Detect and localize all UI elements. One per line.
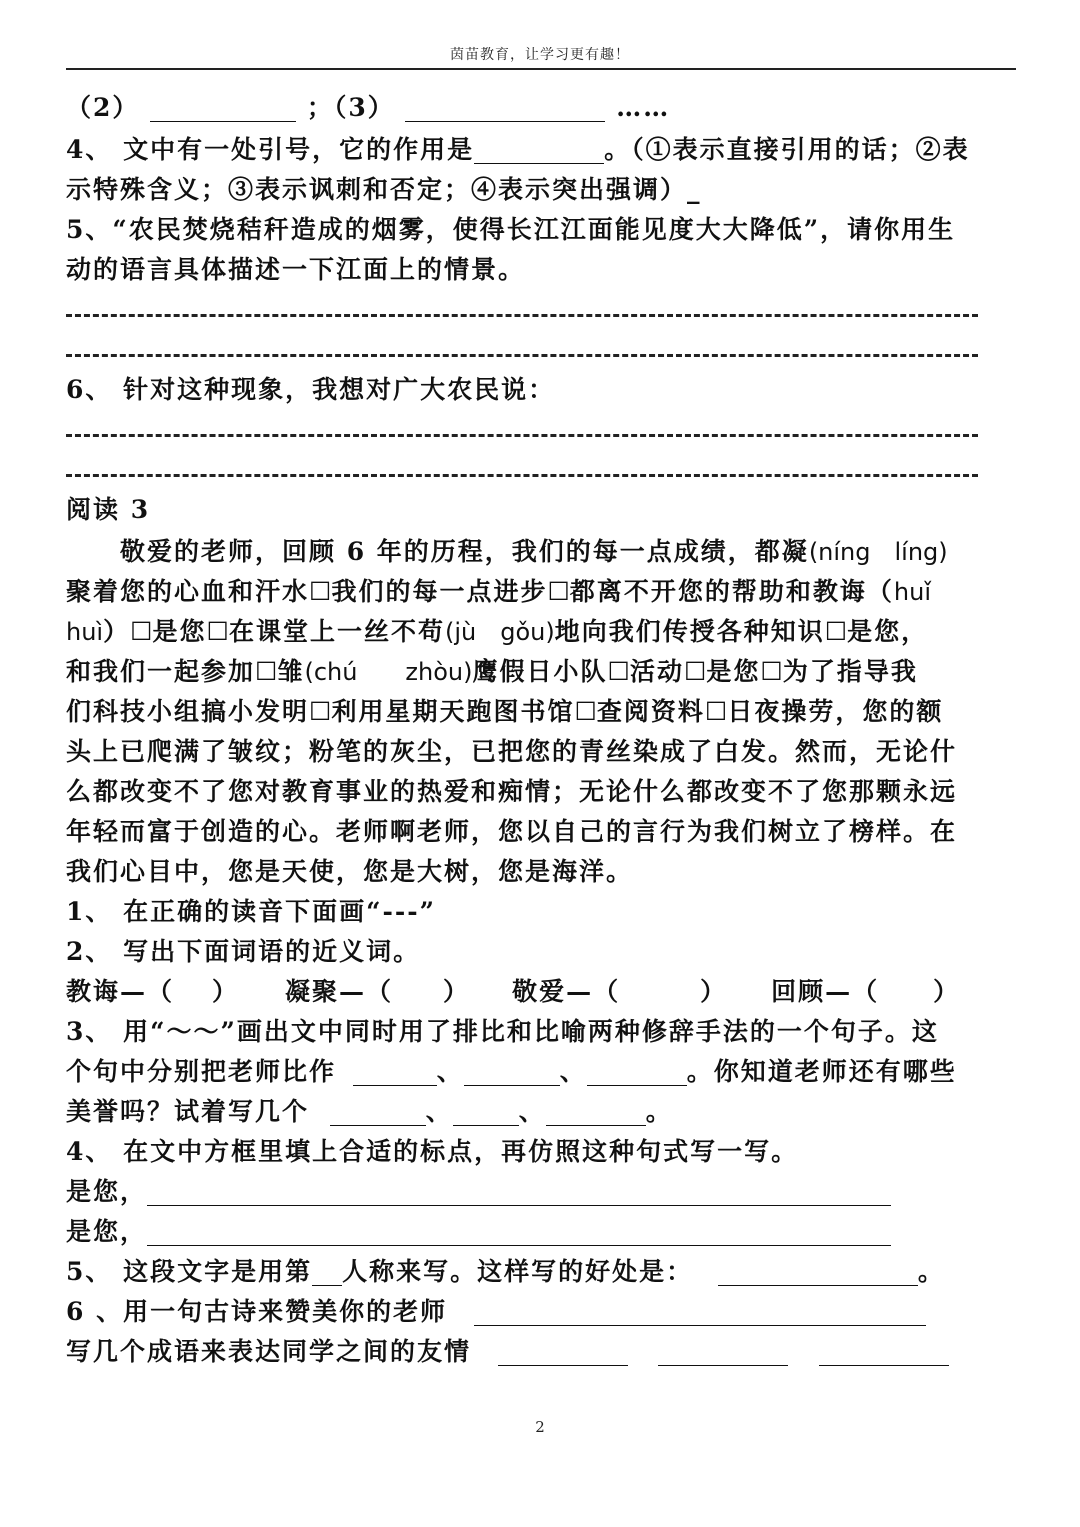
r3-question-2: 2、 写出下面词语的近义词。 bbox=[66, 937, 421, 966]
q4-blank[interactable] bbox=[474, 137, 604, 164]
punctuation-box[interactable]: ☐ bbox=[704, 697, 728, 726]
answer-line-q5-2[interactable] bbox=[66, 354, 978, 357]
passage-text: 是您 bbox=[706, 657, 761, 686]
paren-close: ） bbox=[443, 977, 471, 1006]
idiom-blank-2[interactable] bbox=[658, 1339, 788, 1366]
header-rule bbox=[66, 68, 1016, 70]
passage-text: ） bbox=[103, 617, 131, 646]
q4-answer-mark: _ bbox=[687, 175, 702, 204]
paren-close: ） bbox=[212, 977, 240, 1006]
imitation-blank-1[interactable] bbox=[147, 1179, 891, 1206]
punctuation-box[interactable]: ☐ bbox=[309, 577, 332, 606]
ellipsis: …… bbox=[616, 93, 671, 122]
pinyin-hui4: huì bbox=[66, 618, 104, 646]
passage-line-5 bbox=[66, 692, 943, 732]
praise-blank-3[interactable] bbox=[546, 1099, 646, 1126]
pinyin-hui3: huǐ bbox=[893, 578, 931, 606]
r3-question-3-c bbox=[66, 1092, 673, 1132]
punctuation-box[interactable]: ☐ bbox=[574, 697, 597, 726]
r3-question-1: 1、 在正确的读音下面画“---” bbox=[66, 897, 436, 926]
r3-question-5 bbox=[66, 1252, 945, 1292]
period: 。 bbox=[645, 1097, 673, 1126]
punctuation-box[interactable]: ☐ bbox=[130, 617, 153, 646]
passage-line-7: 么都改变不了您对教育事业的热爱和痴情；无论什么都改变不了您那颗永远 bbox=[66, 777, 958, 806]
pinyin-chu-zhou: (chú zhòu) bbox=[304, 658, 473, 686]
synonym-row bbox=[66, 972, 960, 1012]
punctuation-box[interactable]: ☐ bbox=[607, 657, 630, 686]
passage-text: 聚着您的心血和汗水 bbox=[66, 577, 310, 606]
pinyin-ning-ling: (níng líng) bbox=[808, 538, 948, 566]
passage-text: 是您， bbox=[847, 617, 929, 646]
paren-close: ） bbox=[933, 977, 961, 1006]
blank-2[interactable] bbox=[150, 95, 296, 122]
q4-text-a: 4、 文中有一处引号，它的作用是 bbox=[66, 135, 475, 164]
passage-text: 雏 bbox=[277, 657, 305, 686]
answer-line-q6-2[interactable] bbox=[66, 474, 978, 477]
q3-text-c: 。你知道老师还有哪些 bbox=[686, 1057, 957, 1086]
passage-text: 在课堂上一丝不苟 bbox=[228, 617, 445, 646]
r3-question-3-b bbox=[66, 1052, 957, 1092]
comma: 、 bbox=[559, 1057, 587, 1086]
imitation-line-1 bbox=[66, 1172, 891, 1212]
imitation-prefix: 是您， bbox=[66, 1177, 148, 1206]
question-5-line-b: 动的语言具体描述一下江面上的情景。 bbox=[66, 255, 526, 284]
question-6-top: 6、 针对这种现象，我想对广大农民说： bbox=[66, 375, 556, 404]
comma: 、 bbox=[518, 1097, 546, 1126]
punctuation-box[interactable]: ☐ bbox=[824, 617, 848, 646]
q4-text-c: 示特殊含义；③表示讽刺和否定；④表示突出强调） bbox=[66, 175, 688, 204]
metaphor-blank-2[interactable] bbox=[464, 1059, 560, 1086]
punctuation-box[interactable]: ☐ bbox=[255, 657, 278, 686]
punctuation-box[interactable]: ☐ bbox=[547, 577, 570, 606]
passage-line-1 bbox=[66, 532, 948, 572]
punctuation-box[interactable]: ☐ bbox=[760, 657, 783, 686]
passage-text: 和我们一起参加 bbox=[66, 657, 256, 686]
poem-blank[interactable] bbox=[474, 1299, 926, 1326]
r3-question-3-a: 3、 用“～～”画出文中同时用了排比和比喻两种修辞手法的一个句子。这 bbox=[66, 1017, 939, 1046]
period: 。 bbox=[917, 1257, 945, 1286]
page-number: 2 bbox=[535, 1418, 545, 1436]
imitation-blank-2[interactable] bbox=[147, 1219, 891, 1246]
passage-text: 是您 bbox=[152, 617, 207, 646]
label-2: （2） bbox=[66, 93, 140, 122]
question-4-line-a bbox=[66, 130, 970, 170]
passage-text: 鹰假日小队 bbox=[472, 657, 608, 686]
synonym-jiaohui: 教诲—（ bbox=[66, 977, 175, 1006]
passage-line-6: 头上已爬满了皱纹；粉笔的灰尘，已把您的青丝染成了白发。然而，无论什 bbox=[66, 737, 958, 766]
passage-text: 利用星期天跑图书馆 bbox=[331, 697, 575, 726]
passage-text: 们科技小组搞小发明 bbox=[66, 697, 310, 726]
synonym-jingai: 敬爱—（ bbox=[512, 977, 621, 1006]
passage-line-8: 年轻而富于创造的心。老师啊老师，您以自己的言行为我们树立了榜样。在 bbox=[66, 817, 958, 846]
metaphor-blank-1[interactable] bbox=[353, 1059, 437, 1086]
question-4-line-b bbox=[66, 170, 702, 210]
passage-text: 地向我们传授各种知识 bbox=[554, 617, 825, 646]
praise-blank-1[interactable] bbox=[330, 1099, 426, 1126]
passage-text: 日夜操劳，您的额 bbox=[727, 697, 944, 726]
fill-line-2-3 bbox=[66, 88, 670, 128]
passage-text: 都离不开您的帮助和教诲（ bbox=[569, 577, 894, 606]
q3-text-d: 美誉吗？试着写几个 bbox=[66, 1097, 310, 1126]
r3-question-6-b bbox=[66, 1332, 949, 1372]
passage-line-9: 我们心目中，您是天使，您是大树，您是海洋。 bbox=[66, 857, 634, 886]
r3-question-6-a bbox=[66, 1292, 926, 1332]
q6-text-a: 6 、用一句古诗来赞美你的老师 bbox=[66, 1297, 448, 1326]
q5-text-b: 人称来写。这样写的好处是： bbox=[342, 1257, 694, 1286]
pinyin-ju-gou: (jù gǒu) bbox=[444, 618, 555, 646]
r3-question-4: 4、 在文中方框里填上合适的标点，再仿照这种句式写一写。 bbox=[66, 1137, 799, 1166]
imitation-prefix: 是您， bbox=[66, 1217, 148, 1246]
passage-line-4 bbox=[66, 652, 918, 692]
idiom-blank-3[interactable] bbox=[819, 1339, 949, 1366]
person-blank[interactable] bbox=[312, 1259, 342, 1286]
paren-close: ） bbox=[700, 977, 728, 1006]
punctuation-box[interactable]: ☐ bbox=[683, 657, 707, 686]
passage-text: 为了指导我 bbox=[782, 657, 918, 686]
answer-line-q5-1[interactable] bbox=[66, 314, 978, 317]
blank-3[interactable] bbox=[405, 95, 605, 122]
q4-text-b: 。（①表示直接引用的话；②表 bbox=[604, 135, 970, 164]
metaphor-blank-3[interactable] bbox=[587, 1059, 687, 1086]
q5-text-a: 5、 这段文字是用第 bbox=[66, 1257, 313, 1286]
page-header: 茵苗教育，让学习更有趣！ bbox=[450, 47, 630, 63]
synonym-huigu: 回顾—（ bbox=[771, 977, 880, 1006]
synonym-ningju: 凝聚—（ bbox=[285, 977, 394, 1006]
passage-text: 敬爱的老师，回顾 6 年的历程，我们的每一点成绩，都凝 bbox=[66, 537, 809, 566]
passage-line-2 bbox=[66, 572, 931, 612]
q6-text-b: 写几个成语来表达同学之间的友情 bbox=[66, 1337, 472, 1366]
punctuation-box[interactable]: ☐ bbox=[206, 617, 229, 646]
passage-text: 查阅资料 bbox=[596, 697, 705, 726]
praise-blank-2[interactable] bbox=[453, 1099, 519, 1126]
comma: 、 bbox=[436, 1057, 464, 1086]
passage-line-3 bbox=[66, 612, 928, 652]
imitation-line-2 bbox=[66, 1212, 891, 1252]
passage-text: 我们的每一点进步 bbox=[331, 577, 548, 606]
reading-3-title: 阅读 3 bbox=[66, 495, 151, 524]
idiom-blank-1[interactable] bbox=[498, 1339, 628, 1366]
q3-text-b: 个句中分别把老师比作 bbox=[66, 1057, 337, 1086]
benefit-blank[interactable] bbox=[718, 1259, 918, 1286]
question-5-line-a: 5、“农民焚烧秸秆造成的烟雾，使得长江江面能见度大大降低”，请你用生 bbox=[66, 215, 956, 244]
answer-line-q6-1[interactable] bbox=[66, 434, 978, 437]
comma: 、 bbox=[425, 1097, 453, 1126]
passage-text: 活动 bbox=[629, 657, 684, 686]
label-3: ；（3） bbox=[306, 93, 395, 122]
punctuation-box[interactable]: ☐ bbox=[309, 697, 332, 726]
